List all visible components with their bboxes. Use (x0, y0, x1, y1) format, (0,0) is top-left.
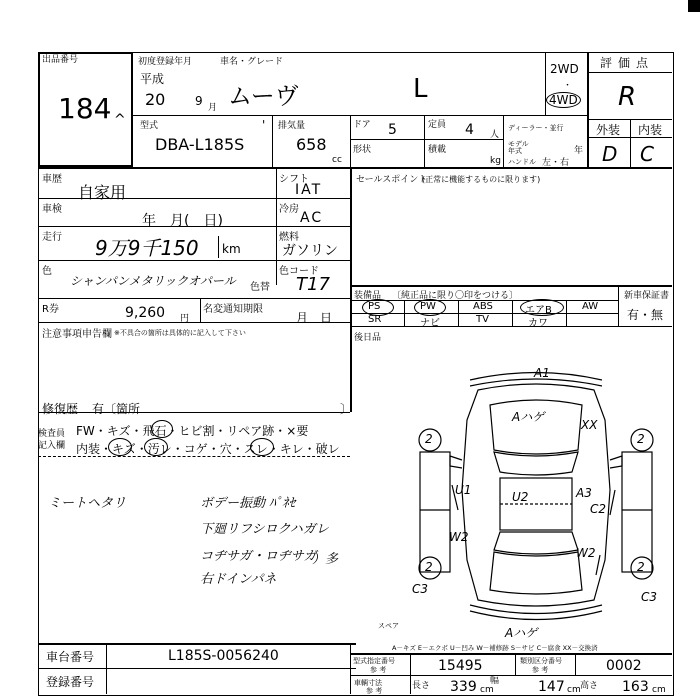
equip-abs: ABS (473, 301, 493, 312)
equip-airbag: エアB (525, 305, 552, 316)
type-no-value: 15495 (438, 658, 483, 674)
handle-label: ハンドル (508, 158, 536, 166)
mark-xx: XX (581, 418, 598, 432)
type-no-label: 型式指定番号 (353, 657, 395, 665)
inspection-label: 車検 (42, 204, 62, 215)
fuel-label: 燃料 (279, 232, 299, 243)
aircon-label: 冷房 (279, 204, 299, 215)
capacity-value: 4 (465, 122, 474, 138)
repair-close: 〕 (340, 402, 353, 416)
mark-c3-left: C3 (412, 582, 429, 596)
mark-hood: Aハゲ (512, 410, 545, 424)
lot-label: 出品番号 (42, 55, 79, 65)
kg-label: kg (490, 156, 501, 166)
model-name: ムーヴ (228, 82, 299, 110)
history-value: 自家用 (78, 183, 127, 202)
registration-label: 登録番号 (46, 675, 95, 689)
mark-c2: C2 (590, 502, 607, 516)
shape-label: 形状 (353, 145, 372, 155)
note-right-panel: 右ドインパネ (200, 572, 277, 587)
car-diagram (400, 360, 672, 635)
check-row1: FW・キズ・飛石・ヒビ割・リペア跡・×要 (76, 424, 309, 438)
notice-value: 月 日 (296, 311, 333, 325)
mark-top: A1 (534, 366, 550, 380)
model-year-label1: モデル (508, 140, 529, 148)
category-sub: 参 考 (532, 666, 549, 674)
type-label: 型式 (140, 121, 159, 131)
recycle-label: R券 (42, 304, 59, 315)
shift-value: IAT (295, 182, 323, 198)
fuel-value: ガソリン (282, 243, 338, 259)
width-value: 147 (538, 679, 565, 695)
int-value: C (640, 142, 654, 166)
sales-point-label: セールスポイント (356, 175, 428, 185)
reg-month-unit: 月 (208, 103, 218, 113)
reg-label: 初度登録年月 (138, 57, 193, 67)
note-scratches: コヂサガ・ロヂサガ (200, 549, 317, 564)
check-circle-2 (108, 438, 132, 456)
equip-ps: PS (368, 301, 381, 312)
mark-u2: U2 (512, 490, 529, 504)
capacity-label: 定員 (428, 120, 447, 130)
equipment-note: 〔純正品に限り〇印をつける〕 (392, 291, 519, 301)
check-label1: 検査員 (38, 429, 66, 439)
doors-label: ドア (353, 120, 371, 130)
lot-check-mark: ^ (114, 112, 126, 128)
color-code-label: 色コード (279, 266, 319, 277)
equip-circle-airbag (520, 299, 564, 316)
type-value: DBA-L185S (155, 135, 245, 154)
lot-number: 184 (58, 92, 112, 125)
check-circle-4 (250, 438, 274, 456)
spare-label: スペア (378, 622, 399, 630)
note-many: ）多 (312, 552, 339, 567)
model-grade: L (413, 74, 428, 104)
corner-mark (688, 0, 700, 12)
equip-circle-ps (362, 299, 394, 316)
mark-c3-right: C3 (641, 590, 658, 604)
height-value: 163 (622, 679, 649, 695)
color-code-value: T17 (296, 274, 330, 295)
displacement-label: 排気量 (278, 121, 306, 131)
reg-year: 20 (145, 90, 166, 109)
category-label: 類別区分番号 (520, 657, 562, 665)
dealer-label: ディーラー・並行 (508, 124, 564, 132)
equip-navi: ナビ (420, 318, 440, 329)
displacement-value: 658 (296, 135, 327, 154)
drive-dot: ・ (563, 81, 573, 91)
equip-pw: PW (420, 301, 436, 312)
capacity-unit: 人 (490, 130, 500, 140)
note-body-vibration: ボデー振動 ﾊﾟﾈｾ (200, 496, 296, 511)
notice-label: 名変通知期限 (203, 304, 263, 315)
int-label: 内装 (638, 123, 663, 137)
length-unit: cm (480, 685, 494, 695)
return-date-label: 後日品 (354, 333, 382, 343)
sales-point-note: (正常に機能するものに限ります) (422, 175, 541, 184)
repair-label: 修復歴 (42, 402, 79, 416)
displacement-unit: cc (332, 155, 342, 165)
mileage-value: 9万9千150 (95, 236, 199, 260)
model-label: 車名・グレード (220, 57, 284, 67)
history-label: 車歴 (42, 174, 62, 185)
chassis-label: 車台番号 (46, 650, 95, 664)
height-unit: cm (652, 685, 666, 695)
doors-value: 5 (388, 122, 397, 138)
remarks-note: ※不具合の箇所は具体的に記入して下さい (114, 329, 246, 337)
mark-a3: A3 (576, 486, 592, 500)
recycle-value: 9,260 (125, 305, 166, 321)
mileage-unit: km (222, 242, 241, 256)
model-year-value: 年 (574, 146, 584, 156)
ext-label: 外装 (596, 123, 621, 137)
drive-2wd: 2WD (550, 62, 579, 76)
note-underbody: 下廻リフシロクハガレ (200, 522, 329, 537)
length-value: 339 (450, 679, 477, 695)
type-no-sub: 参 考 (370, 666, 387, 674)
model-year-label2: 年式 (508, 147, 522, 155)
reg-month: 9 (195, 94, 203, 108)
shift-label: シフト (279, 174, 309, 185)
mark-circle-rl: 2 (425, 560, 433, 574)
check-label2: 記入欄 (38, 441, 66, 451)
aircon-value: AC (300, 210, 324, 226)
mark-w2-left: W2 (449, 530, 469, 544)
height-label: 高さ (580, 681, 599, 691)
grade-score: R (618, 82, 637, 112)
width-unit: cm (567, 685, 581, 695)
load-label: 積載 (428, 145, 447, 155)
width-label: 幅 (490, 676, 500, 686)
reg-era: 平成 (140, 72, 165, 86)
equip-leather: カワ (528, 318, 548, 329)
recycle-unit: 円 (180, 314, 190, 324)
mark-circle-fl: 2 (425, 432, 433, 446)
drive-4wd: 4WD (546, 92, 581, 108)
mark-u1: U1 (455, 483, 472, 497)
size-sub: 参 考 (366, 687, 383, 695)
mileage-label: 走行 (42, 232, 62, 243)
repair-value: 有〔箇所 (92, 402, 141, 416)
equip-tv: TV (476, 314, 489, 325)
check-circle-3 (144, 438, 168, 456)
warranty-value: 有・無 (627, 308, 664, 322)
size-label: 車輌寸法 (354, 679, 382, 687)
type-mark: ' (262, 118, 266, 132)
handle-value: 左・右 (542, 158, 570, 168)
color-label: 色 (42, 266, 52, 277)
equipment-label: 装備品 (354, 291, 382, 301)
mark-circle-rr: 2 (637, 560, 645, 574)
equip-sr: SR (368, 314, 382, 325)
chassis-value: L185S-0056240 (168, 648, 279, 664)
warranty-label: 新車保証書 (624, 291, 670, 301)
category-value: 0002 (606, 658, 642, 674)
equip-aw: AW (582, 301, 599, 312)
check-row2: 内装・キズ・汚レ・コゲ・穴・スレ・キレ・破レ (76, 442, 340, 456)
ext-value: D (602, 142, 618, 166)
grade-label: 評価点 (600, 56, 655, 70)
mark-circle-fr: 2 (637, 432, 645, 446)
color-value: シャンパンメタリックオパール (70, 274, 236, 288)
equip-circle-pw (414, 299, 446, 316)
remarks-label: 注意事項申告欄 (42, 329, 112, 340)
mark-w2-right: W2 (576, 546, 596, 560)
diagram-legend: A－キズ E－エクボ U－凹み W－補修跡 S－サビ C－腐食 XX－交換済 (392, 644, 598, 652)
length-label: 長さ (412, 681, 431, 691)
mark-rear: Aハゲ (505, 626, 538, 640)
color-replaced-label: 色替 (250, 282, 270, 293)
note-seat: ミートヘタリ (48, 496, 127, 511)
check-circle-1 (151, 420, 173, 438)
inspection-value: 年 月( 日) (142, 213, 223, 229)
